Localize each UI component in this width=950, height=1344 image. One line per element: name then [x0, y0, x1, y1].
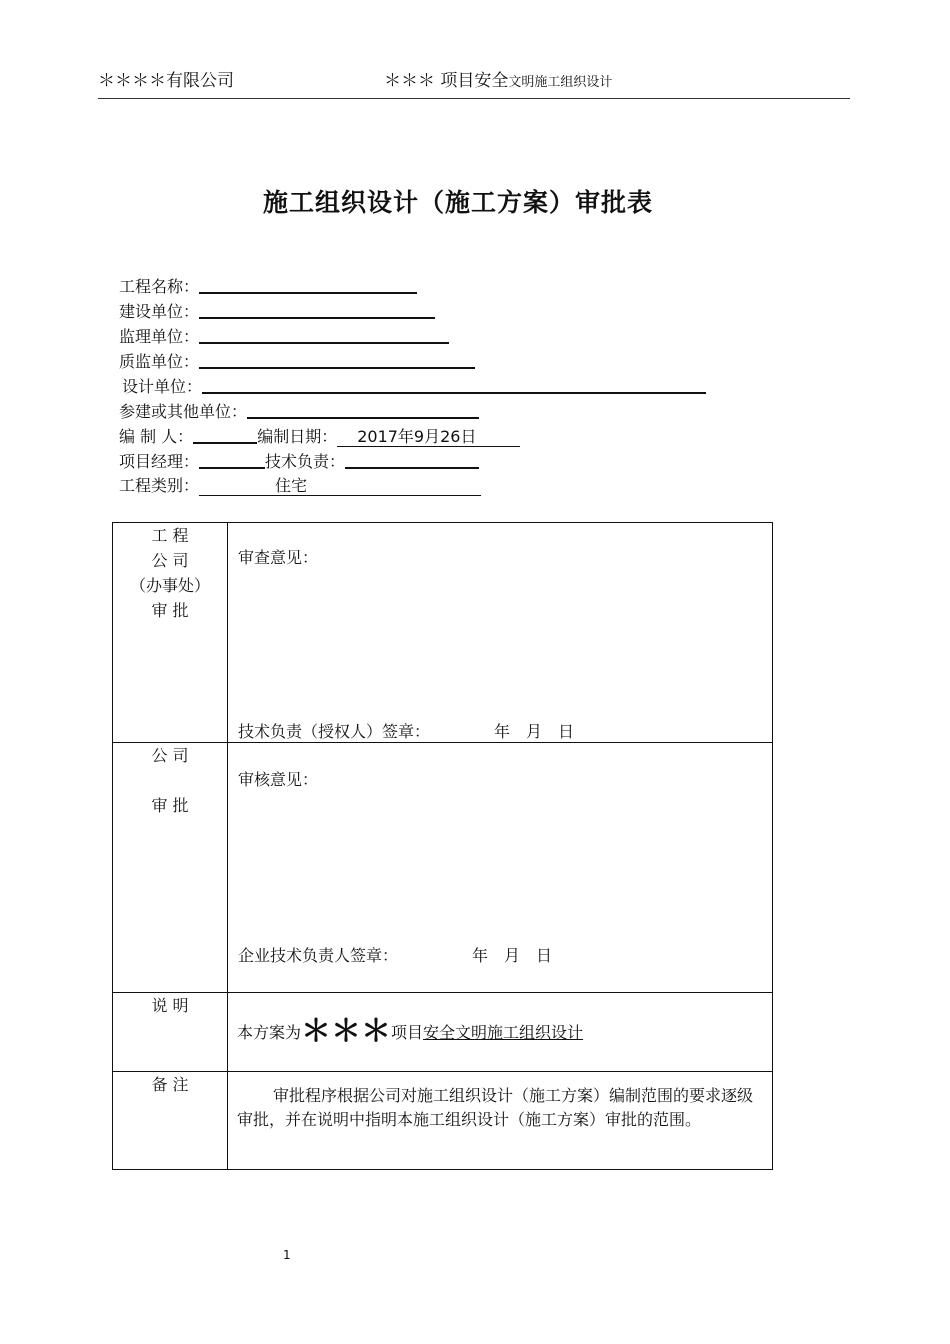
- date-placeholder: 年 月 日: [494, 722, 575, 741]
- signature-label: 企业技术负责人签章：: [238, 946, 399, 965]
- field-manager-tech: [119, 449, 706, 474]
- company-approval-content: [228, 743, 773, 993]
- field-design-unit: [119, 374, 706, 399]
- blank-line: [247, 399, 479, 419]
- table-row-company-approval: [113, 743, 773, 993]
- table-row-remarks: [113, 1072, 773, 1170]
- field-label: 工程类别：: [119, 476, 200, 495]
- signature-line: [238, 943, 552, 966]
- page-header: [98, 66, 850, 99]
- company-approval-label: [113, 743, 228, 993]
- field-label: 编 制 人：: [119, 427, 194, 446]
- label-line: 审 批: [151, 601, 189, 620]
- field-label: 质监单位：: [119, 352, 200, 371]
- label-line: 审 批: [151, 796, 189, 815]
- explanation-content: [228, 993, 773, 1072]
- engineering-approval-content: [228, 523, 773, 743]
- explanation-label: 说 明: [113, 993, 228, 1072]
- remarks-content: [228, 1072, 773, 1170]
- field-label: 技术负责：: [265, 452, 346, 471]
- date-placeholder: 年 月 日: [472, 946, 553, 965]
- signature-line: [238, 719, 574, 742]
- engineering-approval-label: [113, 523, 228, 743]
- field-quality-unit: [119, 349, 706, 374]
- field-label: 监理单位：: [119, 327, 200, 346]
- category-value: 住宅: [199, 477, 481, 496]
- header-project-suffix: 文明施工组织设计: [508, 75, 613, 90]
- page-number: 1: [283, 1248, 291, 1262]
- blank-line: [199, 349, 475, 369]
- blank-line: [199, 299, 435, 319]
- field-label: 设计单位：: [122, 377, 203, 396]
- blank-line: [193, 424, 257, 444]
- table-row-explanation: [113, 993, 773, 1072]
- label-line: 公 司: [151, 551, 189, 570]
- review-opinion-label: 审查意见：: [238, 548, 319, 567]
- remarks-label: 备 注: [113, 1072, 228, 1170]
- signature-label: 技术负责（授权人）签章：: [238, 722, 431, 741]
- field-category: [119, 474, 706, 499]
- remarks-text: 审批程序根据公司对施工组织设计（施工方案）编制范围的要求逐级审批，并在说明中指明本施工组织设计（施工方案）审批的范围。: [237, 1086, 754, 1129]
- label-line: （办事处）: [129, 576, 210, 595]
- field-project-name: [119, 274, 706, 299]
- label-line: 工 程: [151, 526, 189, 545]
- label-line: [113, 768, 227, 793]
- field-label: 项目经理：: [119, 452, 200, 471]
- field-label: 工程名称：: [119, 277, 200, 296]
- blank-line: [199, 274, 417, 294]
- explanation-text: [228, 1013, 772, 1049]
- blank-line: [199, 324, 449, 344]
- document-title: 施工组织设计（施工方案）审批表: [262, 188, 653, 217]
- explanation-underlined: 安全文明施工组织设计: [423, 1022, 584, 1042]
- blank-line: [345, 449, 479, 469]
- field-label: 参建或其他单位：: [119, 402, 248, 421]
- header-company: ＊＊＊＊有限公司: [98, 71, 234, 91]
- blank-line: [199, 449, 265, 469]
- project-info-fields: [119, 274, 706, 499]
- field-label: 编制日期：: [257, 427, 338, 446]
- compile-date-value: 2017年9月26日: [337, 428, 520, 447]
- field-supervision-unit: [119, 324, 706, 349]
- field-label: 建设单位：: [119, 302, 200, 321]
- explanation-stars: ＊＊＊: [301, 1013, 392, 1049]
- explanation-mid: 项目: [391, 1022, 424, 1042]
- table-row-engineering-approval: [113, 523, 773, 743]
- explanation-prefix: 本方案为: [237, 1022, 302, 1042]
- header-project: [384, 66, 612, 91]
- header-project-prefix: ＊＊＊ 项目安全: [384, 71, 509, 91]
- approval-table: [112, 522, 773, 1170]
- field-compiler-date: [119, 424, 706, 449]
- blank-line: [202, 374, 706, 394]
- field-other-unit: [119, 399, 706, 424]
- audit-opinion-label: 审核意见：: [238, 770, 319, 789]
- label-line: 公 司: [151, 746, 189, 765]
- field-construction-unit: [119, 299, 706, 324]
